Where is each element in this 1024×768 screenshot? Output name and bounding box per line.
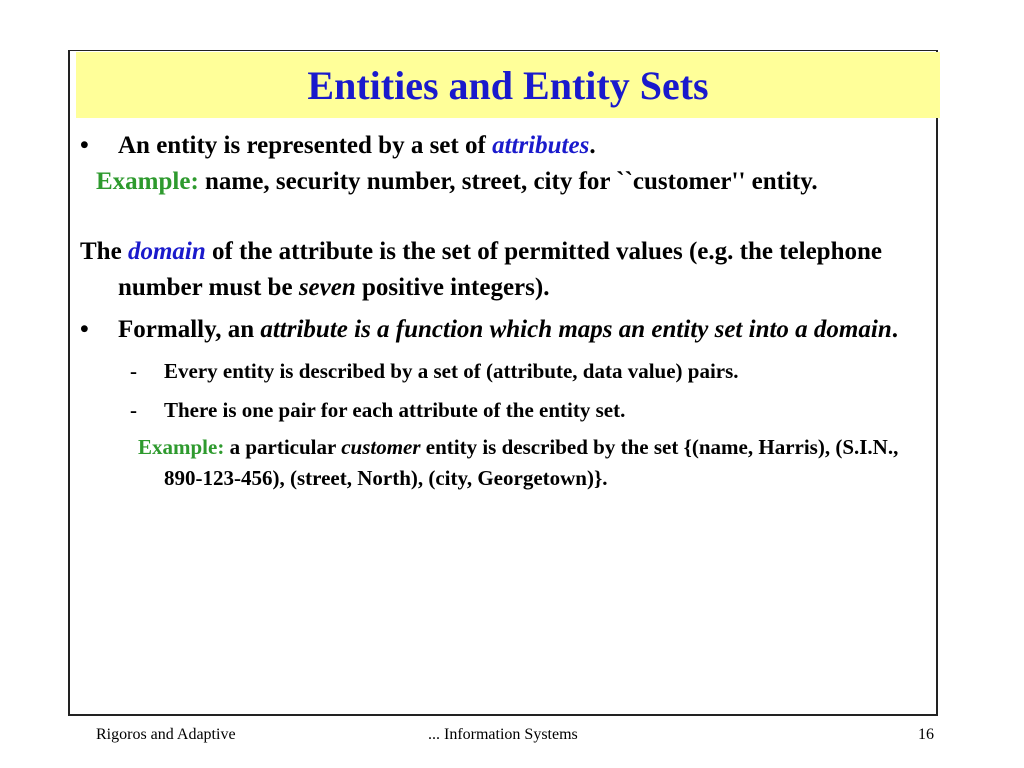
text: The [80,238,128,265]
term-function: attribute is a function which maps an entity set into a domain [260,316,892,343]
example-1 [80,164,920,200]
text: of the attribute is the set of permitted values (e.g. the telephone number must be [118,238,882,301]
text: positive integers). [355,274,550,301]
bullet-attributes [80,128,920,164]
term-domain: domain [127,238,206,265]
slide-body [80,128,920,494]
footer-left: Rigoros and Adaptive [96,726,236,743]
bullet-formally [80,312,920,348]
example-label: Example: [138,435,225,459]
sub-bullet-2 [80,395,920,426]
term-customer: customer [341,435,421,459]
title-bar [76,52,940,118]
text: There is one pair for each attribute of the entity set. [164,398,626,422]
dash-icon: - [130,359,137,383]
example-2 [80,432,920,494]
text: . [589,132,596,159]
text: entity is described by the set {(name, Harris), (S.I.N., 890-123-456), (street, North), (city, Georgetown)}. [164,435,899,490]
text: name, security number, street, city for ``customer'' entity. [198,168,818,195]
text: Every entity is described by a set of (attribute, data value) pairs. [164,359,739,383]
example-label: Example: [96,168,199,195]
sub-bullet-1 [80,356,920,387]
dash-icon: - [130,398,137,422]
slide-title: Entities and Entity Sets [307,62,709,108]
text: An entity is represented by a set of [118,132,493,159]
text: . [891,316,898,343]
bullet-icon: • [80,316,89,343]
text: a particular [224,435,342,459]
term-attributes: attributes [492,132,590,159]
bullet-icon: • [80,132,89,159]
footer-center: ... Information Systems [428,726,578,743]
domain-paragraph [80,234,920,306]
page-number: 16 [918,726,934,743]
term-seven: seven [298,274,356,301]
text: Formally, an [118,316,261,343]
